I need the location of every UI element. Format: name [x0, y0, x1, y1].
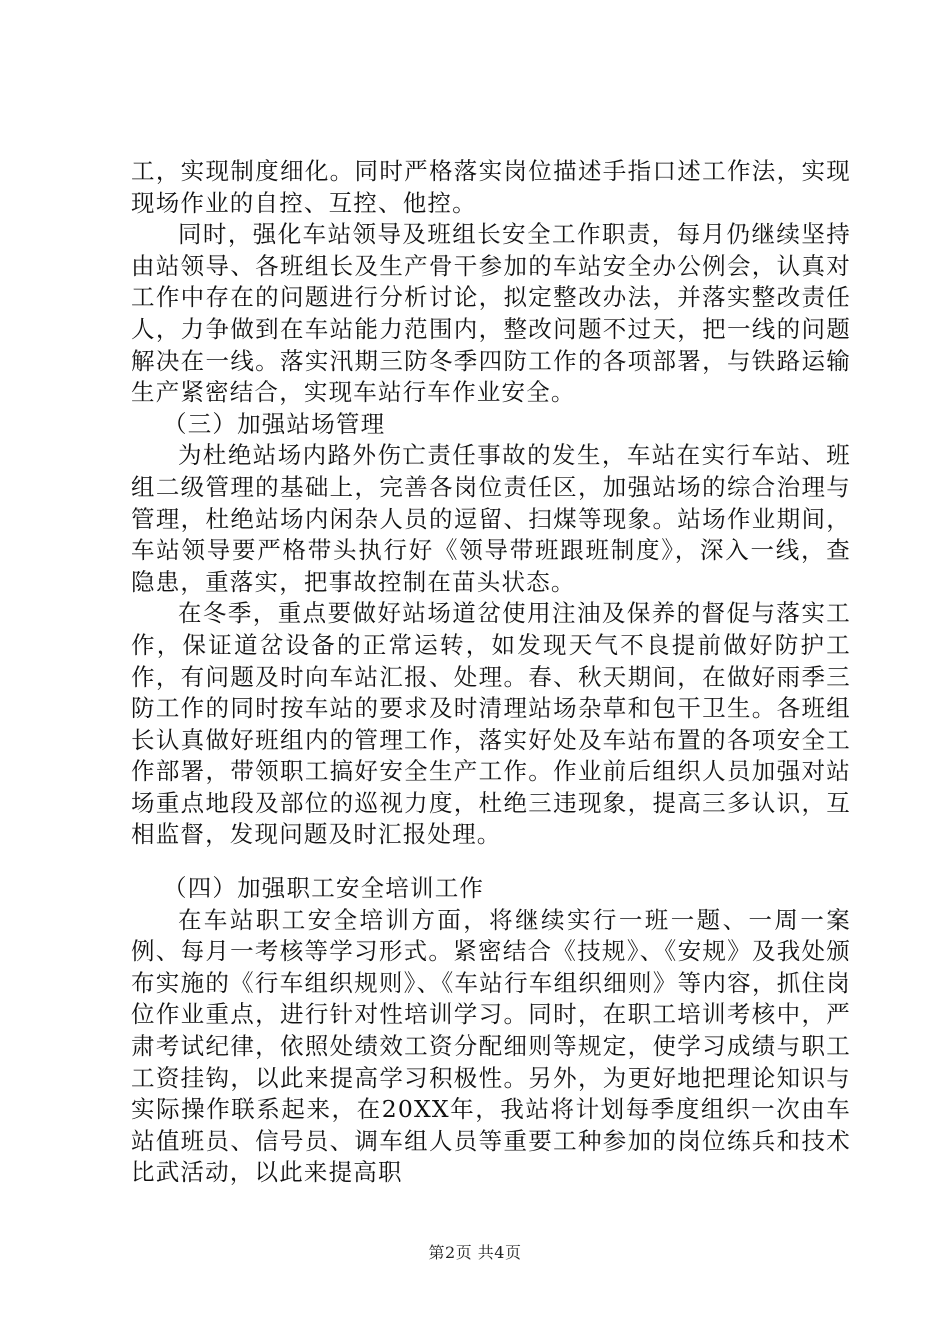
paragraph-continuation: 工，实现制度细化。同时严格落实岗位描述手指口述工作法，实现现场作业的自控、互控、他控。: [131, 157, 851, 217]
page-footer: 第2页 共4页: [428, 1243, 522, 1262]
paragraph-winter-work: 在冬季，重点要做好站场道岔使用注油及保养的督促与落实工作，保证道岔设备的正常运转，如发现天气不良提前做好防护工作，有问题及时向车站汇报、处理。春、秋天期间，在做好雨季三防工作的同时按车站的要求及时清理站场杂草和包干卫生。各班组长认真做好班组内的管理工作，落实好处及车站布置的各项安全工作部署，带领职工搞好安全生产工作。作业前后组织人员加强对站场重点地段及部位的巡视力度，杜绝三违现象，提高三多认识，互相监督，发现问题及时汇报处理。: [131, 599, 851, 849]
document-body: [131, 156, 851, 1189]
paragraph-training: 在车站职工安全培训方面，将继续实行一班一题、一周一案例、每月一考核等学习形式。紧密结合《技规》、《安规》及我处颁布实施的《行车组织规则》、《车站行车组织细则》等内容，抓住岗位作业重点，进行针对性培训学习。同时，在职工培训考核中，严肃考试纪律，依照处绩效工资分配细则等规定，使学习成绩与职工工资挂钩，以此来提高学习积极性。另外，为更好地把理论知识与实际操作联系起来，在20XX年，我站将计划每季度组织一次由车站值班员、信号员、调车组人员等重要工种参加的岗位练兵和技术比武活动，以此来提高职: [131, 905, 851, 1187]
paragraph-station-yard: 为杜绝站场内路外伤亡责任事故的发生，车站在实行车站、班组二级管理的基础上，完善各岗位责任区，加强站场的综合治理与管理，杜绝站场内闲杂人员的逗留、扫煤等现象。站场作业期间，车站领导要严格带头执行好《领导带班跟班制度》，深入一线，查隐患，重落实，把事故控制在苗头状态。: [131, 441, 851, 596]
section-heading-3: （三）加强站场管理: [163, 409, 386, 438]
section-heading-4: （四）加强职工安全培训工作: [163, 874, 485, 903]
paragraph-gap: [131, 851, 851, 873]
paragraph-safety-duties: 同时，强化车站领导及班组长安全工作职责，每月仍继续坚持由站领导、各班组长及生产骨干参加的车站安全办公例会，认真对工作中存在的问题进行分析讨论，拟定整改办法，并落实整改责任人，力争做到在车站能力范围内，整改问题不过天，把一线的问题解决在一线。落实汛期三防冬季四防工作的各项部署，与铁路运输生产紧密结合，实现车站行车作业安全。: [131, 220, 851, 407]
